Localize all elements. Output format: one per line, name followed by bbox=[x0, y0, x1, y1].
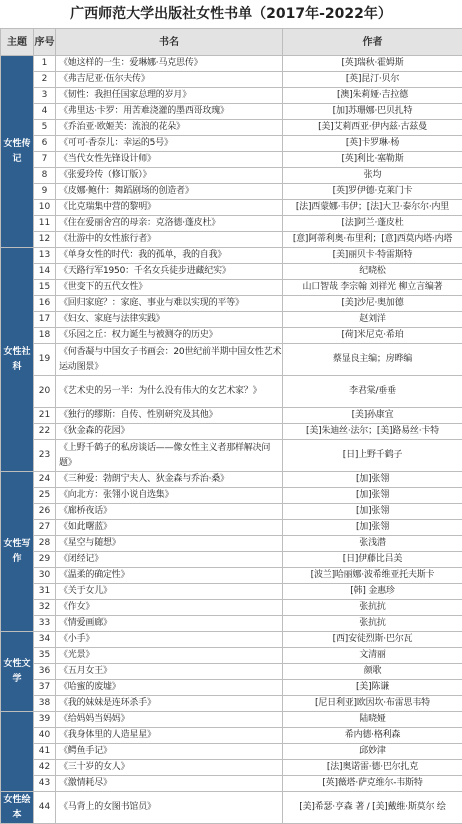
table-row bbox=[1, 504, 462, 520]
author-name: [美]孙康宜 bbox=[283, 408, 462, 424]
book-title: 《马背上的女图书馆员》 bbox=[56, 792, 283, 824]
header-author: 作者 bbox=[283, 29, 462, 56]
author-name: [美]丽贝卡·特雷斯特 bbox=[283, 248, 462, 264]
row-number: 42 bbox=[34, 760, 56, 776]
book-title: 《妇女、家庭与法律实践》 bbox=[56, 312, 283, 328]
book-title: 《艺术史的另一半：为什么没有伟大的女艺术家？》 bbox=[56, 376, 283, 408]
book-title: 《如此曙蓝》 bbox=[56, 520, 283, 536]
table-row bbox=[1, 72, 462, 88]
author-name: 颜歌 bbox=[283, 664, 462, 680]
book-title: 《回归家庭？：家庭、事业与难以实现的平等》 bbox=[56, 296, 283, 312]
table-row bbox=[1, 264, 462, 280]
book-title: 《鳄鱼手记》 bbox=[56, 744, 283, 760]
book-title: 《哈蜜的废墟》 bbox=[56, 680, 283, 696]
book-title: 《乐园之丘：权力诞生与被测夺的历史》 bbox=[56, 328, 283, 344]
row-number: 35 bbox=[34, 648, 56, 664]
author-name: [加]张翎 bbox=[283, 520, 462, 536]
table-row bbox=[1, 376, 462, 408]
table-row bbox=[1, 536, 462, 552]
row-number: 32 bbox=[34, 600, 56, 616]
book-title: 《弗吉尼亚·伍尔夫传》 bbox=[56, 72, 283, 88]
table-row bbox=[1, 56, 462, 72]
book-title: 《韧性：我担任国家总理的岁月》 bbox=[56, 88, 283, 104]
row-number: 4 bbox=[34, 104, 56, 120]
table-row bbox=[1, 200, 462, 216]
row-number: 41 bbox=[34, 744, 56, 760]
author-name: [西]安徒烈斯·巴尔瓦 bbox=[283, 632, 462, 648]
row-number: 37 bbox=[34, 680, 56, 696]
table-row bbox=[1, 344, 462, 376]
table-row bbox=[1, 328, 462, 344]
table-row bbox=[1, 136, 462, 152]
author-name: 陆晓娅 bbox=[283, 712, 462, 728]
author-name: 张均 bbox=[283, 168, 462, 184]
row-number: 6 bbox=[34, 136, 56, 152]
row-number: 18 bbox=[34, 328, 56, 344]
book-title: 《比克瑞集中营的黎明》 bbox=[56, 200, 283, 216]
author-name: [美]艾莉西亚·伊内兹·古兹曼 bbox=[283, 120, 462, 136]
table-row bbox=[1, 232, 462, 248]
book-title: 《五月女王》 bbox=[56, 664, 283, 680]
table-row bbox=[1, 168, 462, 184]
book-title: 《壮游中的女性旅行者》 bbox=[56, 232, 283, 248]
table-row bbox=[1, 584, 462, 600]
row-number: 34 bbox=[34, 632, 56, 648]
row-number: 16 bbox=[34, 296, 56, 312]
row-number: 7 bbox=[34, 152, 56, 168]
book-title: 《可可·香奈儿：幸运的5号》 bbox=[56, 136, 283, 152]
table-row bbox=[1, 776, 462, 792]
table-row bbox=[1, 664, 462, 680]
book-title: 《关于女儿》 bbox=[56, 584, 283, 600]
table-row bbox=[1, 568, 462, 584]
author-name: [澳]朱莉娅·吉拉德 bbox=[283, 88, 462, 104]
author-name: 蔡显良主编；房晔编 bbox=[283, 344, 462, 376]
table-row bbox=[1, 648, 462, 664]
book-title: 《世变下的五代女性》 bbox=[56, 280, 283, 296]
row-number: 23 bbox=[34, 440, 56, 472]
table-row bbox=[1, 184, 462, 200]
row-number: 17 bbox=[34, 312, 56, 328]
author-name: [英]昆汀·贝尔 bbox=[283, 72, 462, 88]
row-number: 9 bbox=[34, 184, 56, 200]
author-name: 张浅潜 bbox=[283, 536, 462, 552]
book-title: 《光景》 bbox=[56, 648, 283, 664]
row-number: 14 bbox=[34, 264, 56, 280]
table-row bbox=[1, 552, 462, 568]
header-book-title: 书名 bbox=[56, 29, 283, 56]
book-title: 《情爱画廊》 bbox=[56, 616, 283, 632]
book-title: 《上野千鹤子的私房谈话——像女性主义者那样解决问题》 bbox=[56, 440, 283, 472]
row-number: 2 bbox=[34, 72, 56, 88]
author-name: [美]希瑟·亨森 著 / [美]戴维·斯莫尔 绘 bbox=[283, 792, 462, 824]
row-number: 29 bbox=[34, 552, 56, 568]
table-row bbox=[1, 744, 462, 760]
row-number: 12 bbox=[34, 232, 56, 248]
author-name: 纪晓松 bbox=[283, 264, 462, 280]
author-name: 李君棠/垂垂 bbox=[283, 376, 462, 408]
table-row bbox=[1, 312, 462, 328]
table-row bbox=[1, 152, 462, 168]
book-title: 《作女》 bbox=[56, 600, 283, 616]
row-number: 13 bbox=[34, 248, 56, 264]
row-number: 3 bbox=[34, 88, 56, 104]
book-title: 《她这样的一生：爱琳娜·马克思传》 bbox=[56, 56, 283, 72]
book-title: 《单身女性的时代：我的孤单，我的自我》 bbox=[56, 248, 283, 264]
author-name: 希内德·格利森 bbox=[283, 728, 462, 744]
author-name: [加]张翎 bbox=[283, 472, 462, 488]
row-number: 20 bbox=[34, 376, 56, 408]
row-number: 30 bbox=[34, 568, 56, 584]
table-row bbox=[1, 712, 462, 728]
row-number: 1 bbox=[34, 56, 56, 72]
author-name: [英]罗伊德·克莱门卡 bbox=[283, 184, 462, 200]
row-number: 8 bbox=[34, 168, 56, 184]
book-title: 《皮娜·鲍什：舞蹈剧场的创造者》 bbox=[56, 184, 283, 200]
author-name: [英]瑞秋·霍姆斯 bbox=[283, 56, 462, 72]
author-name: 赵刘洋 bbox=[283, 312, 462, 328]
author-name: [意]阿蒂利奥·布里利；[意]西莫内塔·内塔 bbox=[283, 232, 462, 248]
author-name: [英]卡罗琳·杨 bbox=[283, 136, 462, 152]
author-name: [美]陈谦 bbox=[283, 680, 462, 696]
row-number: 31 bbox=[34, 584, 56, 600]
author-name: [荷]米尼克·希珀 bbox=[283, 328, 462, 344]
author-name: [英]薇塔·萨克维尔-韦斯特 bbox=[283, 776, 462, 792]
table-body bbox=[1, 56, 462, 824]
book-title: 《廊桥夜话》 bbox=[56, 504, 283, 520]
table-row bbox=[1, 88, 462, 104]
row-number: 36 bbox=[34, 664, 56, 680]
book-title: 《当代女性先锋设计师》 bbox=[56, 152, 283, 168]
table-row bbox=[1, 440, 462, 472]
row-number: 43 bbox=[34, 776, 56, 792]
row-number: 33 bbox=[34, 616, 56, 632]
row-number: 26 bbox=[34, 504, 56, 520]
author-name: [韩] 金惠珍 bbox=[283, 584, 462, 600]
table-row bbox=[1, 216, 462, 232]
table-row bbox=[1, 680, 462, 696]
book-title: 《激情耗尽》 bbox=[56, 776, 283, 792]
page-title: 广西师范大学出版社女性书单（2017年-2022年） bbox=[0, 0, 462, 28]
row-number: 28 bbox=[34, 536, 56, 552]
row-number: 11 bbox=[34, 216, 56, 232]
book-title: 《给妈妈当妈妈》 bbox=[56, 712, 283, 728]
table-row bbox=[1, 696, 462, 712]
book-title: 《弗里达·卡罗：用苦难浇灌的墨西哥玫瑰》 bbox=[56, 104, 283, 120]
row-number: 38 bbox=[34, 696, 56, 712]
table-row bbox=[1, 280, 462, 296]
table-row bbox=[1, 120, 462, 136]
table-row bbox=[1, 760, 462, 776]
book-title: 《乔治亚·欧姬芙：流浪的花朵》 bbox=[56, 120, 283, 136]
author-name: [法]阿兰·蓬皮杜 bbox=[283, 216, 462, 232]
book-title: 《星空与随想》 bbox=[56, 536, 283, 552]
theme-cell: 女性传记 bbox=[1, 56, 34, 248]
row-number: 15 bbox=[34, 280, 56, 296]
table-row bbox=[1, 104, 462, 120]
author-name: 张抗抗 bbox=[283, 600, 462, 616]
book-title: 《三种爱：勃朗宁夫人、狄金森与乔治·桑》 bbox=[56, 472, 283, 488]
author-name: [加]张翎 bbox=[283, 504, 462, 520]
row-number: 19 bbox=[34, 344, 56, 376]
row-number: 5 bbox=[34, 120, 56, 136]
theme-cell: 女性文学 bbox=[1, 632, 34, 712]
theme-cell: 女性绘本 bbox=[1, 792, 34, 824]
author-name: [日]伊藤比吕美 bbox=[283, 552, 462, 568]
book-title: 《张爱玲传（修订版）》 bbox=[56, 168, 283, 184]
book-title: 《狄金森的花园》 bbox=[56, 424, 283, 440]
header-theme: 主题 bbox=[1, 29, 34, 56]
table-row bbox=[1, 472, 462, 488]
header-number: 序号 bbox=[34, 29, 56, 56]
book-title: 《我身体里的人造星星》 bbox=[56, 728, 283, 744]
table-row bbox=[1, 408, 462, 424]
author-name: [尼日利亚]欧因坎·布雷思韦特 bbox=[283, 696, 462, 712]
row-number: 10 bbox=[34, 200, 56, 216]
table-row bbox=[1, 728, 462, 744]
table-row bbox=[1, 296, 462, 312]
book-title: 《天路行军1950：千名女兵徒步进藏纪实》 bbox=[56, 264, 283, 280]
book-title: 《三十岁的女人》 bbox=[56, 760, 283, 776]
author-name: [加]苏珊娜·巴贝扎特 bbox=[283, 104, 462, 120]
table-row bbox=[1, 632, 462, 648]
row-number: 24 bbox=[34, 472, 56, 488]
book-title: 《我的妹妹是连环杀手》 bbox=[56, 696, 283, 712]
table-row bbox=[1, 248, 462, 264]
row-number: 39 bbox=[34, 712, 56, 728]
table-row bbox=[1, 600, 462, 616]
author-name: [英]利比·塞勒斯 bbox=[283, 152, 462, 168]
book-title: 《向北方：张翎小说自选集》 bbox=[56, 488, 283, 504]
author-name: [美]朱迪丝·法尔；[美]路易丝·卡特 bbox=[283, 424, 462, 440]
author-name: 张抗抗 bbox=[283, 616, 462, 632]
book-title: 《小手》 bbox=[56, 632, 283, 648]
author-name: [加]张翎 bbox=[283, 488, 462, 504]
table-row bbox=[1, 488, 462, 504]
table-header-row bbox=[1, 29, 462, 56]
row-number: 21 bbox=[34, 408, 56, 424]
table-row bbox=[1, 520, 462, 536]
book-title: 《闭经记》 bbox=[56, 552, 283, 568]
theme-cell: 女性社科 bbox=[1, 248, 34, 472]
author-name: 邱妙津 bbox=[283, 744, 462, 760]
row-number: 25 bbox=[34, 488, 56, 504]
book-title: 《独行的缪斯：自传、性别研究及其他》 bbox=[56, 408, 283, 424]
author-name: [日]上野千鹤子 bbox=[283, 440, 462, 472]
table-row bbox=[1, 792, 462, 824]
theme-cell bbox=[1, 712, 34, 792]
row-number: 22 bbox=[34, 424, 56, 440]
table-row bbox=[1, 616, 462, 632]
theme-cell: 女性写作 bbox=[1, 472, 34, 632]
author-name: [美]沙尼·奥加德 bbox=[283, 296, 462, 312]
book-title: 《住在爱丽舍宫的母亲：克洛德·蓬皮杜》 bbox=[56, 216, 283, 232]
author-name: [波兰]哈丽娜·波希维亚托夫斯卡 bbox=[283, 568, 462, 584]
book-title: 《何香凝与中国女子书画会：20世纪前半期中国女性艺术运动图景》 bbox=[56, 344, 283, 376]
row-number: 27 bbox=[34, 520, 56, 536]
author-name: [法]奥诺雷·德·巴尔扎克 bbox=[283, 760, 462, 776]
row-number: 44 bbox=[34, 792, 56, 824]
author-name: 文清丽 bbox=[283, 648, 462, 664]
book-list-table bbox=[0, 28, 462, 824]
book-title: 《温柔的确定性》 bbox=[56, 568, 283, 584]
table-row bbox=[1, 424, 462, 440]
author-name: [法]西蒙娜·韦伊；[法]大卫·泰尔尔·内里 bbox=[283, 200, 462, 216]
author-name: 山口智哉 李宗翰 刘祥光 柳立言编著 bbox=[283, 280, 462, 296]
row-number: 40 bbox=[34, 728, 56, 744]
